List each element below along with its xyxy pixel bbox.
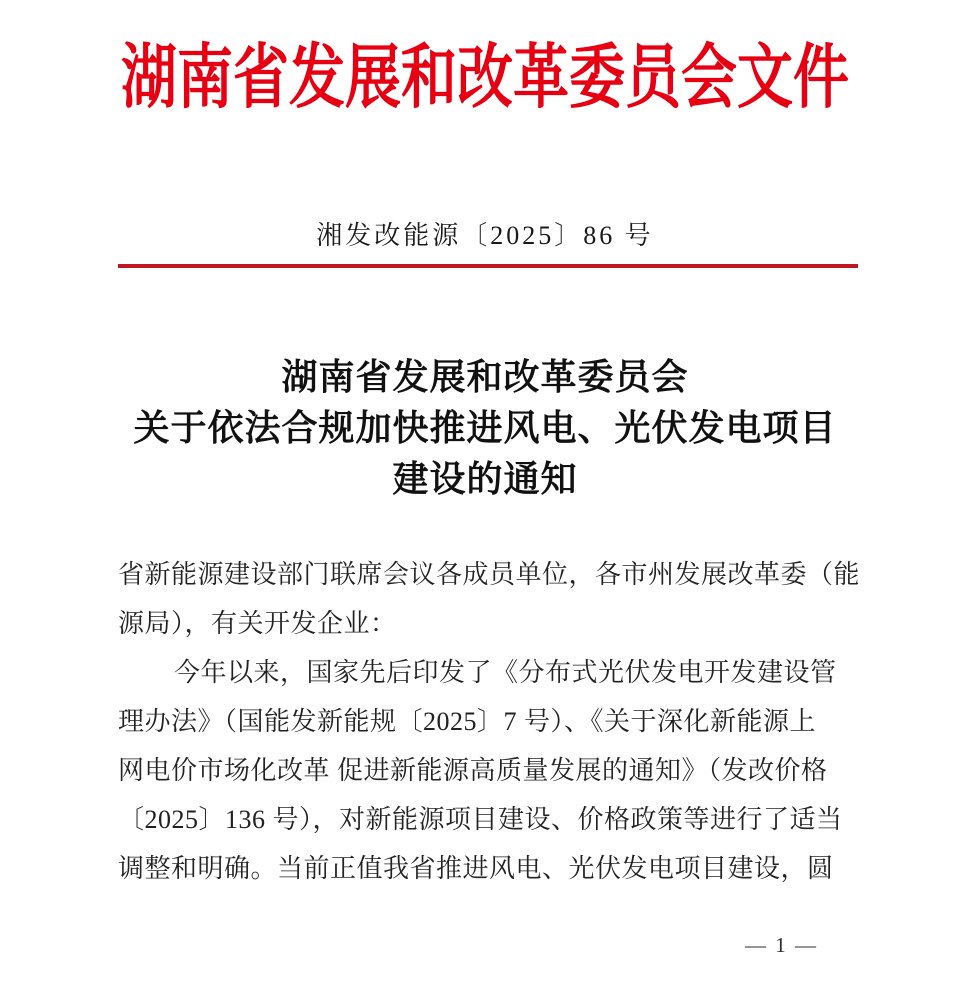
document-title-line-1: 湖南省发展和改革委员会 [281, 357, 689, 397]
red-separator-line [118, 264, 858, 268]
paragraph-line-4: 〔2025〕136 号），对新能源项目建设、价格政策等进行了适当 [118, 805, 843, 834]
document-title-line-3: 建设的通知 [392, 459, 578, 499]
letterhead-title: 湖南省发展和改革委员会文件 [121, 40, 849, 117]
document-number: 湘发改能源〔2025〕86 号 [316, 221, 654, 250]
paragraph-line-3: 网电价市场化改革 促进新能源高质量发展的通知》（发改价格 [118, 756, 828, 785]
letterhead [0, 36, 970, 122]
page-number: — 1 — [745, 933, 818, 957]
salutation-line-2: 源局），有关开发企业： [118, 609, 397, 638]
paragraph-line-1: 今年以来，国家先后印发了《分布式光伏发电开发建设管 [174, 658, 837, 687]
document-body [118, 550, 861, 893]
salutation-line-1: 省新能源建设部门联席会议各成员单位，各市州发展改革委（能 [118, 560, 861, 589]
document-title [0, 352, 970, 505]
paragraph-line-2: 理办法》（国能发新能规〔2025〕7 号）、《关于深化新能源上 [118, 707, 817, 736]
document-title-line-2: 关于依法合规加快推进风电、光伏发电项目 [133, 408, 837, 448]
paragraph-line-5: 调整和明确。当前正值我省推进风电、光伏发电项目建设，圆 [118, 854, 834, 883]
